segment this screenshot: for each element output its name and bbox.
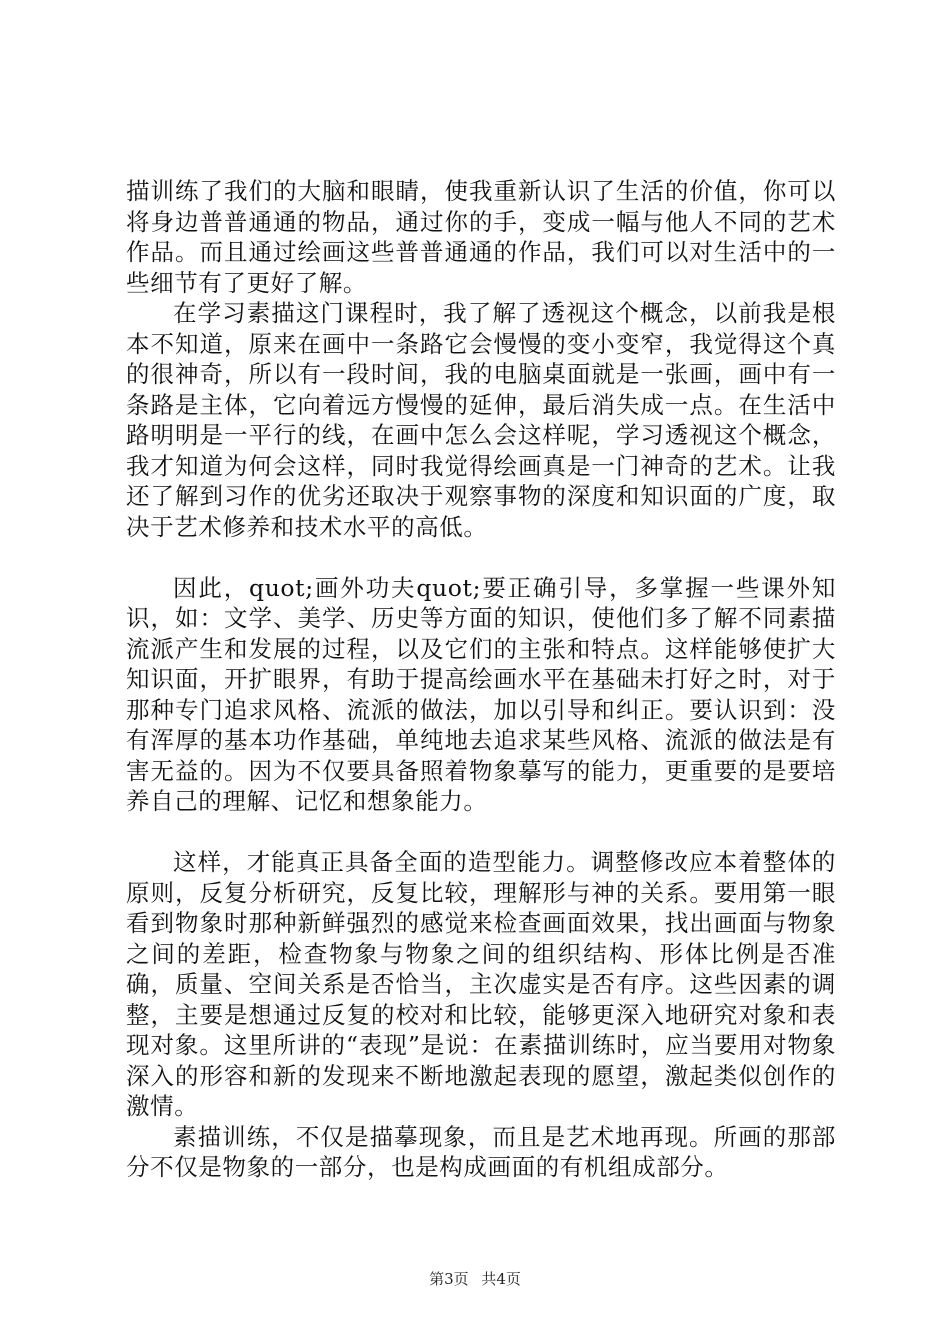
paragraph-2: 在学习素描这门课程时，我了解了透视这个概念，以前我是根本不知道，原来在画中一条路它会慢慢的变小变窄，我觉得这个真的很神奇，所以有一段时间，我的电脑桌面就是一张画，画中有一条路是主体，它向着远方慢慢的延伸，最后消失成一点。在生活中路明明是一平行的线，在画中怎么会这样呢，学习透视这个概念，我才知道为何会这样，同时我觉得绘画真是一门神奇的艺术。让我还了解到习作的优劣还取决于观察事物的深度和知识面的广度，取决于艺术修养和技术水平的高低。 bbox=[126, 299, 836, 541]
paragraph-1: 描训练了我们的大脑和眼睛，使我重新认识了生活的价值，你可以将身边普普通通的物品，通过你的手，变成一幅与他人不同的艺术作品。而且通过绘画这些普普通通的作品，我们可以对生活中的一些细节有了更好了解。 bbox=[126, 177, 836, 297]
paragraph-5: 素描训练，不仅是描摹现象，而且是艺术地再现。所画的那部分不仅是物象的一部分，也是构成画面的有机组成部分。 bbox=[126, 1122, 836, 1181]
page-footer bbox=[0, 1268, 950, 1289]
document-body bbox=[126, 176, 836, 1183]
page-total: 共4页 bbox=[481, 1270, 521, 1288]
paragraph-4: 这样，才能真正具备全面的造型能力。调整修改应本着整体的原则，反复分析研究，反复比较，理解形与神的关系。要用第一眼看到物象时那种新鲜强烈的感觉来检查画面效果，找出画面与物象之间的差距，检查物象与物象之间的组织结构、形体比例是否准确，质量、空间关系是否恰当，主次虚实是否有序。这些因素的调整，主要是想通过反复的校对和比较，能够更深入地研究对象和表现对象。这里所讲的“表现”是说：在素描训练时，应当要用对物象深入的形容和新的发现来不断地激起表现的愿望，激起类似创作的激情。 bbox=[126, 848, 836, 1120]
page-number: 第3页 bbox=[429, 1270, 469, 1288]
paragraph-3: 因此，quot;画外功夫quot;要正确引导，多掌握一些课外知识，如：文学、美学、历史等方面的知识，使他们多了解不同素描流派产生和发展的过程，以及它们的主张和特点。这样能够使扩大知识面，开扩眼界，有助于提高绘画水平在基础未打好之时，对于那种专门追求风格、流派的做法，加以引导和纠正。要认识到：没有浑厚的基本功作基础，单纯地去追求某些风格、流派的做法是有害无益的。因为不仅要具备照着物象摹写的能力，更重要的是要培养自己的理解、记忆和想象能力。 bbox=[126, 573, 836, 815]
